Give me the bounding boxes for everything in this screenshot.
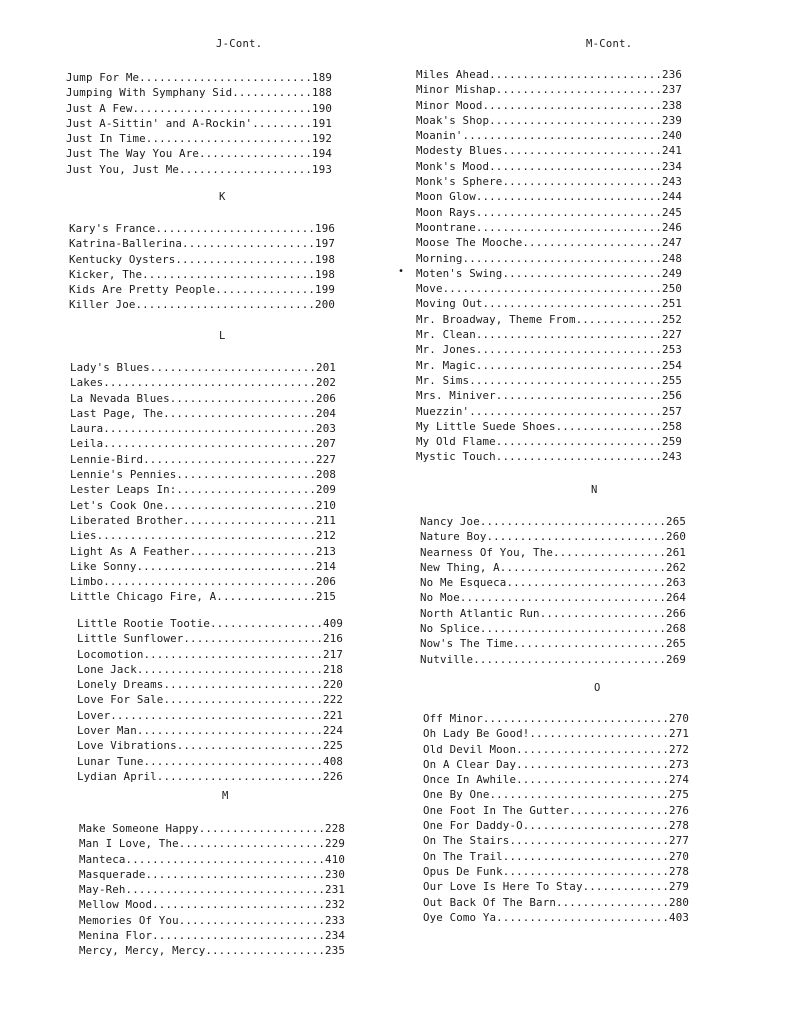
index-entry: One Foot In The Gutter...............276 [423, 803, 690, 817]
index-entry: Mr. Jones............................253 [416, 343, 683, 357]
index-entry: Kentucky Oysters.....................198 [69, 252, 336, 266]
index-entry: Killer Joe...........................200 [69, 298, 336, 312]
index-entry: My Old Flame.........................259 [416, 435, 683, 449]
index-entry: Mercy, Mercy, Mercy..................235 [79, 944, 346, 958]
index-entry: Mystic Touch.........................243 [416, 450, 683, 464]
index-entry: Mrs. Miniver.........................256 [416, 389, 683, 403]
index-entry: No Splice............................268 [420, 622, 687, 636]
index-entry: La Nevada Blues......................206 [70, 391, 337, 405]
index-entry: No Moe...............................264 [420, 591, 687, 605]
column-header-right: M-Cont. [586, 38, 633, 50]
index-entry: Light As A Feather...................213 [70, 544, 337, 558]
index-entry: Lonely Dreams........................220 [77, 678, 344, 692]
m-entries-left [79, 821, 345, 959]
index-entry: Jumping With Symphany Sid............188 [66, 86, 333, 100]
index-entry: Just A Few...........................190 [66, 101, 333, 115]
index-entry: Masquerade...........................230 [79, 867, 346, 881]
index-entry: Just The Way You Are.................194 [66, 147, 333, 161]
index-entry: Nearness Of You, The.................261 [420, 545, 687, 559]
index-entry: Monk's Sphere........................243 [416, 175, 683, 189]
index-entry: One For Daddy-O......................278 [423, 819, 690, 833]
index-entry: Lies.................................212 [70, 529, 337, 543]
index-entry: Kicker, The..........................198 [69, 267, 336, 281]
index-entry: Oye Como Ya..........................403 [423, 910, 690, 924]
index-entry: Opus De Funk.........................278 [423, 864, 690, 878]
index-entry: Just In Time.........................192 [66, 132, 333, 146]
index-entry: Move.................................250 [416, 282, 683, 296]
index-entry: Love For Sale........................222 [77, 693, 344, 707]
index-entry: Menina Flor..........................234 [79, 929, 346, 943]
section-letter-o: O [594, 682, 601, 694]
index-entry: Jump For Me..........................189 [66, 71, 333, 84]
index-entry: Mr. Clean............................227 [416, 328, 683, 342]
l-entries-part1 [70, 360, 336, 605]
index-entry: Let's Cook One.......................210 [70, 498, 337, 512]
index-entry: Memories Of You......................233 [79, 913, 346, 927]
index-entry: Lady's Blues.........................201 [70, 361, 337, 374]
section-letter-l: L [219, 330, 226, 342]
k-entries [69, 221, 335, 313]
index-entry: Leila................................207 [70, 437, 337, 451]
j-entries [66, 70, 332, 177]
section-letter-n: N [591, 484, 598, 496]
index-entry: Now's The Time.......................265 [420, 637, 687, 651]
index-entry: Like Sonny...........................214 [70, 559, 337, 573]
index-entry: Moontrane............................246 [416, 220, 683, 234]
index-entry: Lennie's Pennies.....................208 [70, 468, 337, 482]
index-entry: Moving Out...........................251 [416, 297, 683, 311]
index-entry: Moak's Shop..........................239 [416, 113, 683, 127]
index-entry: Lunar Tune...........................408 [77, 754, 344, 768]
index-entry: On A Clear Day.......................273 [423, 757, 690, 771]
index-entry: Nature Boy...........................260 [420, 530, 687, 544]
index-entry: Last Page, The.......................204 [70, 406, 337, 420]
index-entry: Our Love Is Here To Stay.............279 [423, 880, 690, 894]
l-entries-part2 [77, 616, 343, 784]
index-entry: Love Vibrations......................225 [77, 739, 344, 753]
index-entry: Little Sunflower.....................216 [77, 632, 344, 646]
index-entry: Moon Glow............................244 [416, 190, 683, 204]
index-entry: Nancy Joe............................265 [420, 515, 687, 528]
index-entry: Morning..............................248 [416, 251, 683, 265]
index-entry: Out Back Of The Barn.................280 [423, 895, 690, 909]
n-entries [420, 514, 686, 667]
stray-dot-mark: • [398, 266, 405, 277]
index-entry: Moon Rays............................245 [416, 205, 683, 219]
index-entry: Man I Love, The......................229 [79, 837, 346, 851]
index-entry: May-Reh..............................231 [79, 883, 346, 897]
index-entry: On The Stairs........................277 [423, 834, 690, 848]
index-entry: My Little Suede Shoes................258 [416, 419, 683, 433]
index-entry: Minor Mishap.........................237 [416, 83, 683, 97]
index-entry: Lester Leaps In:.....................209 [70, 483, 337, 497]
section-letter-k: K [219, 191, 226, 203]
index-entry: Just A-Sittin' and A-Rockin'.........191 [66, 116, 333, 130]
index-entry: Off Minor............................270 [423, 712, 690, 725]
index-entry: Nutville.............................269 [420, 652, 687, 666]
index-entry: Lennie-Bird..........................227 [70, 452, 337, 466]
index-entry: Lakes................................202 [70, 376, 337, 390]
index-entry: Lydian April.........................226 [77, 769, 344, 783]
index-entry: Liberated Brother....................211 [70, 513, 337, 527]
index-entry: Mellow Mood..........................232 [79, 898, 346, 912]
index-entry: Kary's France........................196 [69, 222, 336, 235]
index-entry: Minor Mood...........................238 [416, 98, 683, 112]
index-entry: Manteca..............................410 [79, 852, 346, 866]
index-entry: Miles Ahead..........................236 [416, 68, 683, 81]
o-entries [423, 711, 689, 925]
index-entry: Once In Awhile.......................274 [423, 773, 690, 787]
index-entry: Lover................................221 [77, 708, 344, 722]
index-entry: Katrina-Ballerina....................197 [69, 237, 336, 251]
index-entry: Lone Jack............................218 [77, 662, 344, 676]
index-entry: Make Someone Happy...................228 [79, 822, 346, 835]
column-header-left: J-Cont. [216, 38, 263, 50]
index-entry: Just You, Just Me....................193 [66, 162, 333, 176]
index-entry: Moanin'..............................240 [416, 129, 683, 143]
index-entry: Muezzin'.............................257 [416, 404, 683, 418]
index-entry: Modesty Blues........................241 [416, 144, 683, 158]
m-entries-right [416, 67, 682, 465]
index-entry: Mr. Magic............................254 [416, 358, 683, 372]
index-entry: Laura................................203 [70, 422, 337, 436]
index-entry: Monk's Mood..........................234 [416, 159, 683, 173]
section-letter-m: M [222, 790, 229, 802]
index-entry: Mr. Broadway, Theme From.............252 [416, 312, 683, 326]
index-entry: Little Rootie Tootie.................409 [77, 617, 344, 630]
index-entry: Limbo................................206 [70, 575, 337, 589]
index-entry: North Atlantic Run...................266 [420, 606, 687, 620]
index-entry: New Thing, A.........................262 [420, 560, 687, 574]
index-entry: Locomotion...........................217 [77, 647, 344, 661]
index-entry: No Me Esqueca........................263 [420, 576, 687, 590]
index-entry: Kids Are Pretty People...............199 [69, 283, 336, 297]
index-entry: Moten's Swing........................249 [416, 266, 683, 280]
index-entry: Little Chicago Fire, A...............215 [70, 590, 337, 604]
index-entry: On The Trail.........................270 [423, 849, 690, 863]
index-entry: Moose The Mooche.....................247 [416, 236, 683, 250]
index-entry: Lover Man............................224 [77, 724, 344, 738]
index-entry: Mr. Sims.............................255 [416, 373, 683, 387]
index-entry: Old Devil Moon.......................272 [423, 742, 690, 756]
index-entry: Oh Lady Be Good!.....................271 [423, 727, 690, 741]
index-entry: One By One...........................275 [423, 788, 690, 802]
